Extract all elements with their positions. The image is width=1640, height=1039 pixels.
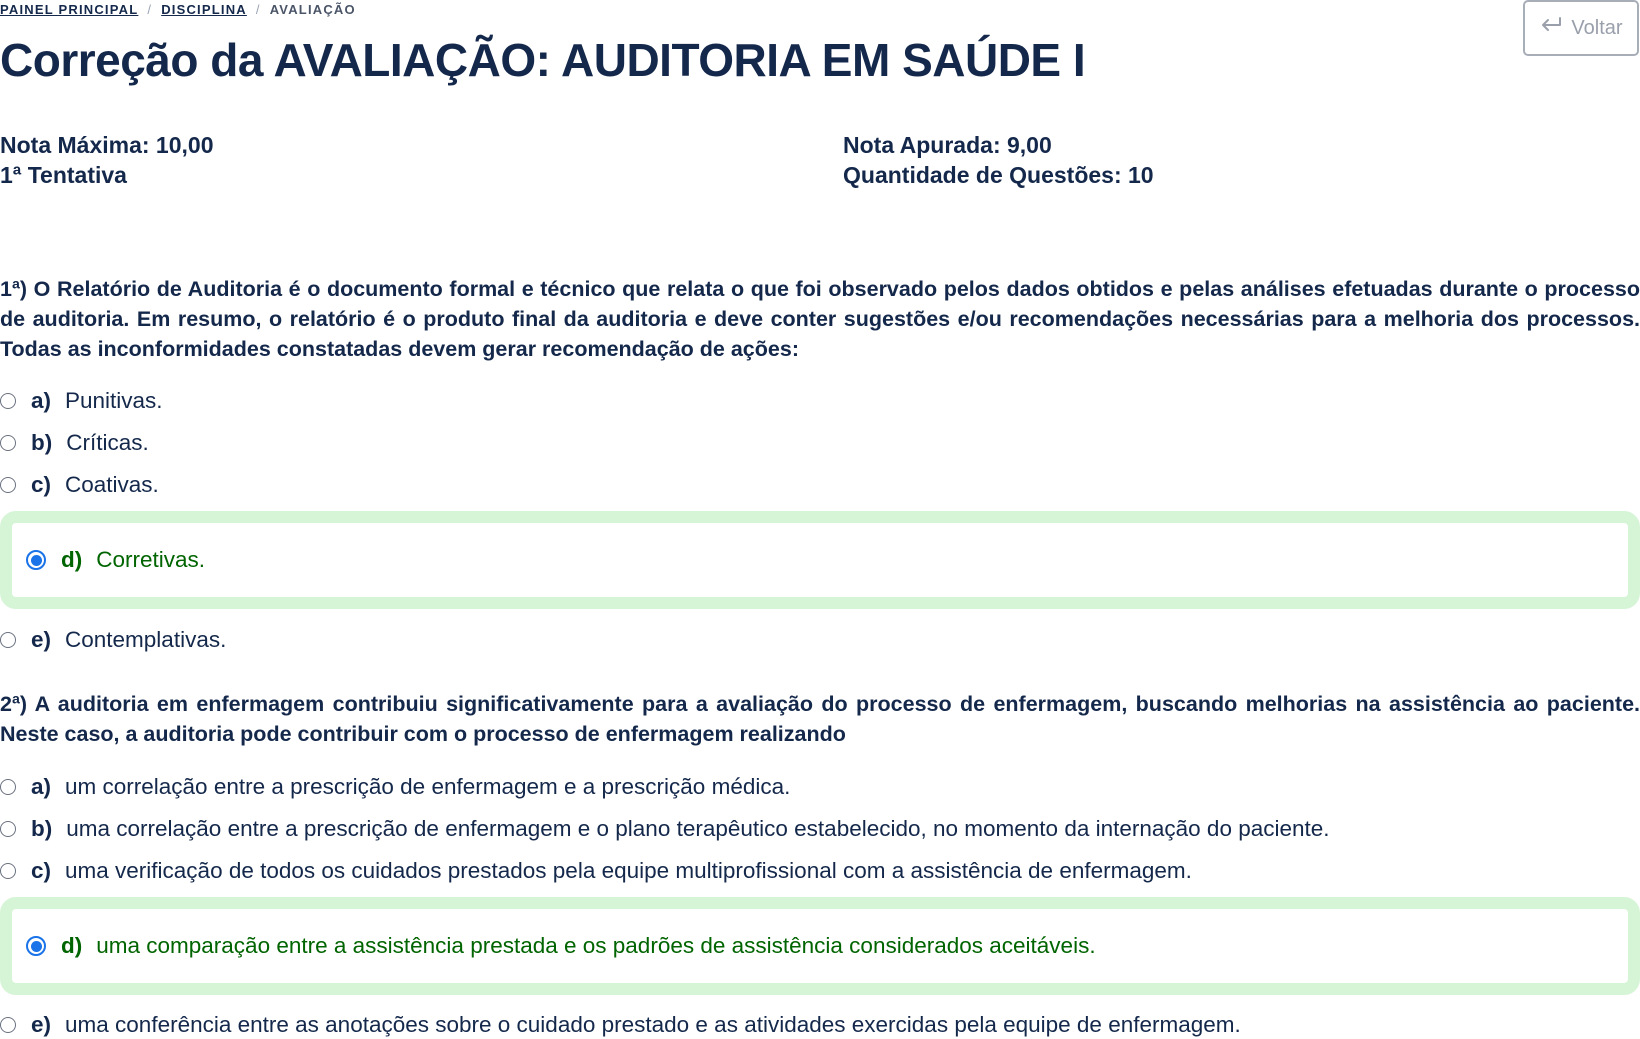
max-grade: Nota Máxima: 10,00	[0, 132, 214, 158]
option-letter: c)	[31, 858, 52, 883]
radio-button[interactable]	[0, 821, 16, 837]
grade-summary-left	[0, 130, 213, 190]
question-1-option-d-selected-correct[interactable]	[0, 511, 1640, 609]
option-letter: d)	[61, 933, 83, 958]
question-2-option-e[interactable]	[0, 1011, 1241, 1039]
back-button-label: Voltar	[1571, 16, 1623, 39]
option-text: uma verificação de todos os cuidados prestados pela equipe multiprofissional com a assistência de enfermagem.	[65, 858, 1192, 883]
option-text: Críticas.	[66, 430, 149, 455]
radio-button[interactable]	[0, 393, 16, 409]
breadcrumb-discipline-link[interactable]: DISCIPLINA	[161, 1, 247, 17]
option-text: uma conferência entre as anotações sobre o cuidado prestado e as atividades exercidas pela equipe de enfermagem.	[65, 1012, 1241, 1037]
option-text: uma comparação entre a assistência prestada e os padrões de assistência considerados aceitáveis.	[96, 933, 1096, 958]
option-letter: a)	[31, 774, 52, 799]
radio-button[interactable]	[0, 779, 16, 795]
question-1-text: 1ª) O Relatório de Auditoria é o documento formal e técnico que relata o que foi observado pelos dados obtidos e pelas análises efetuadas durante o processo de auditoria. Em resumo, o relatório é o produto final da auditoria e deve conter sugestões e/ou recomendações necessárias para a melhoria dos processos. Todas as inconformidades constatadas devem gerar recomendação de ações:	[0, 277, 1640, 361]
option-text: Punitivas.	[65, 388, 163, 413]
return-arrow-icon	[1539, 16, 1563, 40]
question-count: Quantidade de Questões: 10	[843, 162, 1154, 188]
radio-button[interactable]	[0, 1017, 16, 1033]
question-1-option-c[interactable]	[0, 471, 159, 499]
radio-button[interactable]	[0, 435, 16, 451]
radio-button-checked[interactable]	[26, 550, 46, 570]
obtained-grade: Nota Apurada: 9,00	[843, 132, 1052, 158]
question-2-option-a[interactable]	[0, 773, 790, 801]
option-text: Corretivas.	[96, 547, 206, 572]
option-text: Contemplativas.	[65, 627, 227, 652]
breadcrumb-separator: /	[255, 1, 261, 17]
attempt-number: 1ª Tentativa	[0, 162, 127, 188]
question-1-option-e[interactable]	[0, 626, 226, 654]
option-letter: a)	[31, 388, 52, 413]
breadcrumb	[0, 0, 356, 18]
breadcrumb-current: AVALIAÇÃO	[269, 1, 356, 17]
option-text: Coativas.	[65, 472, 159, 497]
option-letter: e)	[31, 627, 52, 652]
question-2-option-c[interactable]	[0, 857, 1192, 885]
question-1-option-a[interactable]	[0, 387, 163, 415]
option-letter: e)	[31, 1012, 52, 1037]
question-2-text: 2ª) A auditoria em enfermagem contribuiu significativamente para a avaliação do processo de enfermagem, buscando melhorias na assistência ao paciente. Neste caso, a auditoria pode contribuir com o processo de enfermagem realizando	[0, 692, 1640, 746]
radio-button[interactable]	[0, 632, 16, 648]
breadcrumb-separator: /	[147, 1, 153, 17]
grade-summary-right	[843, 130, 1154, 190]
option-letter: d)	[61, 547, 83, 572]
option-letter: b)	[31, 816, 53, 841]
radio-button[interactable]	[0, 477, 16, 493]
option-text: um correlação entre a prescrição de enfermagem e a prescrição médica.	[65, 774, 791, 799]
radio-button-checked[interactable]	[26, 936, 46, 956]
radio-button[interactable]	[0, 863, 16, 879]
option-letter: c)	[31, 472, 52, 497]
option-text: uma correlação entre a prescrição de enfermagem e o plano terapêutico estabelecido, no momento da internação do paciente.	[66, 816, 1330, 841]
breadcrumb-home-link[interactable]: PAINEL PRINCIPAL	[0, 1, 139, 17]
question-2-option-b[interactable]	[0, 815, 1330, 843]
question-2-option-d-selected-correct[interactable]	[0, 897, 1640, 995]
back-button[interactable]	[1523, 0, 1639, 56]
page-title: Correção da AVALIAÇÃO: AUDITORIA EM SAÚDE I	[0, 34, 1086, 86]
option-letter: b)	[31, 430, 53, 455]
question-1-option-b[interactable]	[0, 429, 149, 457]
